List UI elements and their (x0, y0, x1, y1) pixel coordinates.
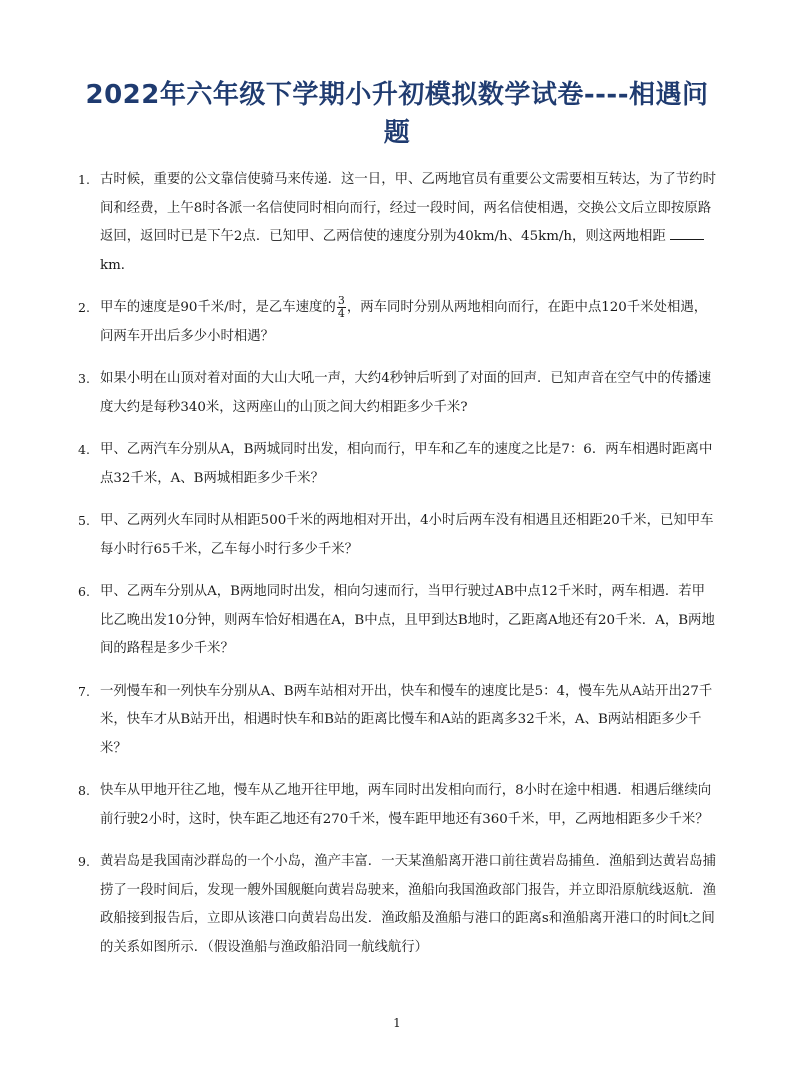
question-number: 5. (78, 513, 90, 528)
question-number: 9. (78, 854, 90, 869)
question-8 (78, 777, 718, 834)
question-5 (78, 507, 718, 564)
question-number: 6. (78, 584, 90, 599)
document-title: 2022年六年级下学期小升初模拟数学试卷----相遇问题 (85, 80, 709, 148)
question-3 (78, 365, 718, 422)
question-text: 古时候，重要的公文靠信使骑马来传递．这一日，甲、乙两地官员有重要公文需要相互转达，为了节约时间和经费，上午8时各派一名信使同时相向而行，经过一段时间，两名信使相遇，交换公文后立即按原路返回，返回时已是下午2点．已知甲、乙两信使的速度分别为40km/h、45km/h，则这两地相距 (100, 172, 716, 244)
fraction-numerator: 3 (337, 294, 345, 307)
answer-blank (670, 225, 704, 240)
question-text: 甲车的速度是90千米/时，是乙车速度的 (100, 300, 336, 315)
question-7 (78, 678, 718, 764)
page-number: 1 (393, 1016, 401, 1030)
question-number: 1. (78, 172, 90, 187)
question-text: 甲、乙两车分别从A，B两地同时出发，相向匀速而行，当甲行驶过AB中点12千米时，两车相遇．若甲比乙晚出发10分钟，则两车恰好相遇在A，B中点，且甲到达B地时，乙距离A地还有20千米．A，B两地间的路程是多少千米？ (100, 584, 715, 656)
question-text: 一列慢车和一列快车分别从A、B两车站相对开出，快车和慢车的速度比是5：4，慢车先从A站开出27千米，快车才从B站开出，相遇时快车和B站的距离比慢车和A站的距离多32千米，A、B两站相距多少千米？ (100, 683, 713, 756)
question-text: 如果小明在山顶对着对面的大山大吼一声，大约4秒钟后听到了对面的回声．已知声音在空气中的传播速度大约是每秒340米，这两座山的山顶之间大约相距多少千米? (100, 371, 712, 415)
question-text: 甲、乙两列火车同时从相距500千米的两地相对开出，4小时后两车没有相遇且还相距20千米，已知甲车每小时行65千米，乙车每小时行多少千米？ (100, 513, 714, 557)
question-number: 7. (78, 683, 90, 699)
question-9 (78, 848, 718, 962)
question-text-continued: ，两车同时分别从两地相向而行，在距中点120千米处相遇，问两车开出后多少小时相遇？ (100, 300, 708, 344)
fraction (337, 295, 346, 320)
question-4 (78, 436, 718, 493)
question-text: 黄岩岛是我国南沙群岛的一个小岛，渔产丰富．一天某渔船离开港口前往黄岩岛捕鱼．渔船到达黄岩岛捕捞了一段时间后，发现一艘外国舰艇向黄岩岛驶来，渔船向我国渔政部门报告，并立即沿原航线返航．渔政船接到报告后，立即从该港口向黄岩岛出发．渔政船及渔船与港口的距离s和渔船离开港口的时间t之间的关系如图所示．（假设渔船与渔政船沿同一航线航行） (100, 854, 716, 955)
question-1 (78, 166, 718, 280)
question-text: 甲、乙两汽车分别从A，B两城同时出发，相向而行，甲车和乙车的速度之比是7：6．两车相遇时距离中点32千米，A、B两城相距多少千米？ (100, 442, 713, 486)
question-number: 4. (78, 442, 90, 457)
question-text-unit: km． (100, 257, 135, 273)
question-6 (78, 578, 718, 664)
question-text: 快车从甲地开往乙地，慢车从乙地开往甲地，两车同时出发相向而行，8小时在途中相遇．相遇后继续向前行驶2小时，这时，快车距乙地还有270千米，慢车距甲地还有360千米，甲，乙两地相距多少千米？ (100, 783, 712, 827)
question-2 (78, 294, 718, 351)
fraction-denominator: 4 (337, 307, 345, 320)
question-number: 3. (78, 371, 90, 386)
question-number: 8. (78, 783, 90, 798)
question-number: 2. (78, 300, 90, 315)
question-list (78, 166, 718, 976)
